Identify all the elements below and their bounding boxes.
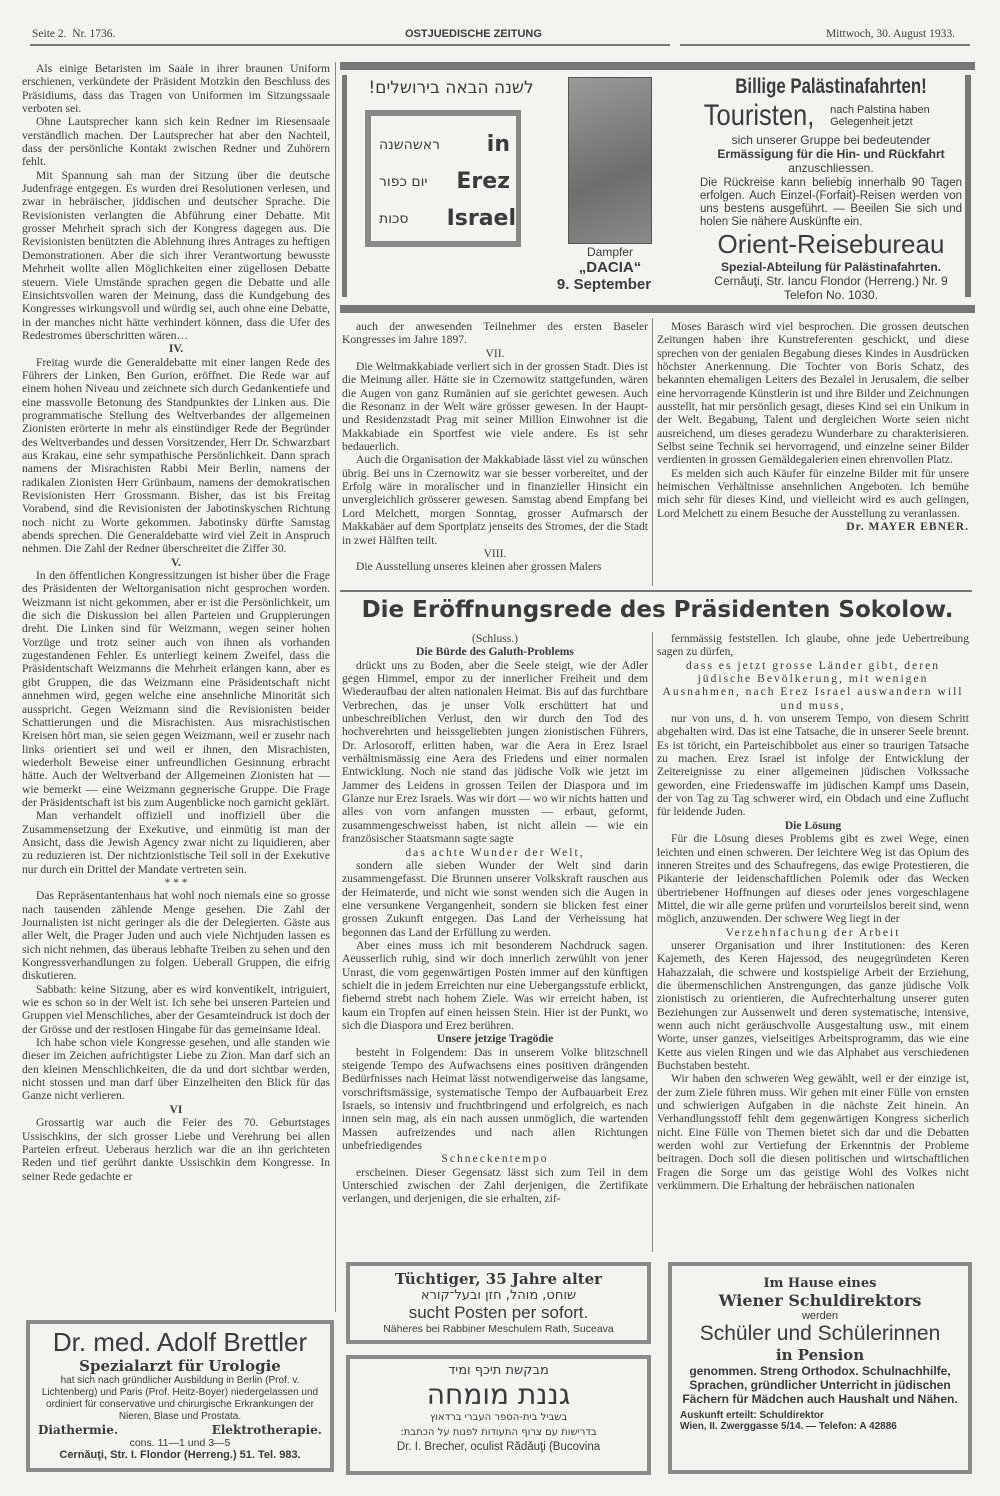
paragraph: In den öffentlichen Kongressitzungen ist bisher über die Frage des Präsidenten der Weltorganisation nicht gesprochen worden. Weizmann ist nicht gekommen, aber er ist die Persönlichkeit, um die sich die Diskussion bei allen Parteien und Gruppierungen dreht. Die Linken sind für Weizmann, wegen seiner hohen Vorzüge und trotz seiner auch von ihnen als vorhanden zugestandenen Fehler. Es unterliegt keinem Zweifel, dass die Präsidentschaft Weizmanns die Mehrheit erlangen kann, aber es gibt Gruppen, die das Weizmann eine Präsidentschaft nicht annehmen wird, gegen welche eine ansehnliche Minorität sich ausspricht. Gegen Weizmann sind die Revisionisten beider Schattierungen und die Misrachisten. Aus misrachistischen Kreisen hört man, sie seien gegen Weizmann, weil er zusehr nach links orientiert sei und weil er ihnen, den Misrachisten, wiederholt Beweise einer unfreundlichen Gesinnung erbracht hätte. Auch der Weltverband der Allgemeinen Zionisten hat — wie bemerkt — eine Weizmann gegnerische Gruppe. Die Frage der Präsidentschaft ist bis zum Augenblicke noch garnicht geklärt.	[22, 569, 330, 809]
sokolow-middle-column	[342, 632, 648, 1252]
holiday-row: יום כפור Erez	[379, 169, 510, 194]
holiday-row: ראשהשנה in	[379, 132, 510, 157]
subheading: Unsere jetzige Tragödie	[436, 1032, 554, 1046]
ad-brettler: Dr. med. Adolf Brettler Spezialarzt für Urologie hat sich nach gründlicher Ausbildung in Berlin (Prof. v. Lichtenberg) und Paris (Prof. Heitz-Boyer) niedergelassen und ordiniert für conservative und chirurgische Erkrankungen der Nieren, Blase und Prostata. Diathermie. Elektrotherapie. cons. 11—1 und 3—5 Cernăuţi, Str. I. Flondor (Herreng.) 51. Tel. 983.	[26, 1320, 334, 1472]
article-right-top	[657, 320, 969, 585]
paragraph: Freitag wurde die Generaldebatte mit einer langen Rede des Führers der Linken, Ben Gurion, eröffnet. Die Rede war auf einem hohen Niveau und zeichnete sich durch Gedankentiefe und eine massvolle Betonung des Standpunktes der Linken aus. Die programmatische Stellung des Weltverbandes der allgemeinen Zionisten erörterte in mehr als einstündiger Rede der Begründer des Weltverbandes und dessen Vorsitzender, Herr Dr. Schwarzbart aus Krakau, eine sehr sympathische Persönlichkeit. Dann sprach namens der Misrachisten Rabbi Meir Berlin, namens der radikalen Zionisten Herr Grünbaum, namens der demokratischen Revisionisten Herr Grossmann. Bisher, das ist bis Freitag Vorabend, sind die Revisionisten der Jabotinskyschen Richtung noch nicht zu Worte gekommen. Jabotinsky dürfte Samstag abends sprechen. Die Generaldebatte wird viel Zeit in Anspruch nehmen. Die Zahl der Redner überschreitet die Ziffer 30.	[22, 355, 330, 556]
headline: Die Eröffnungsrede des Präsidenten Sokolow.	[361, 597, 954, 623]
column-rule	[652, 318, 653, 586]
paragraph: Grossartig war auch die Feier des 70. Geburtstages Ussischkins, der sich grosser Liebe und Verehrung bei allen Parteien erfreut. Ueberaus herzlich war die an ihn gerichteten Reden und tief gerührt dankte Ussischkin dem Kongresse. In seiner Rede gedachte er	[22, 1116, 330, 1183]
paragraph: Es melden sich auch Käufer für einzelne Bilder mit für unsere heimischen Verhältnisse ansehnlichen Angeboten. Ich bemühe mich sehr für dieses Kind, und vielleicht wird es auch gelingen, Lord Melchett zu einem Besuche der Ausstellung zu veranlassen.	[657, 466, 969, 520]
travel-ad: Billige Palästinafahrten! Touristen, nach Palstina haben Gelegenheit jetzt sich unserer Gruppe bei bedeutender Ermässigung für die Hin- und Rückfahrt anzuschliessen. Die Rückreise kann beliebig innerhalb 90 Tagen erfolgen. Auch Einzel-(Forfait)-Reisen werden von uns bestens ausgeführt. — Beeilen Sie sich und holen Sie nähere Auskünfte ein. Orient-Reisebureau Spezial-Abteilung für Palästinafahrten. Cernăuţi, Str. Iancu Flondor (Herreng.) Nr. 9 Telefon No. 1030.	[700, 75, 962, 302]
paragraph: nur von uns, d. h. von unserem Tempo, von diesem Schritt abgehalten wird. Das ist eine Tatsache, die in unserer Seele brennt. Es ist töricht, ein Parteischibbolet aus einer so traurigen Tatsache zu machen. Erez Israel ist infolge der Entwicklung der Zeitereignisse zu einer allgemeinen jüdischen Volkssache geworden, eine Friedenswaffe im jüdischen Kampf ums Dasein, der von Tag zu Tag schwerer wird, ein Obdach und eine Zuflucht für leidende Juden.	[657, 712, 969, 819]
holiday-row: סכות Israel	[379, 206, 516, 231]
emphasis-line: das achte Wunder der Welt,	[405, 845, 585, 859]
paragraph: Das Repräsentantenhaus hat wohl noch niemals eine so grosse nach tausenden zählende Menge gesehen. Die Zahl der Journalisten ist nicht geringer als die der Delegierten. Gäste aus aller Welt, die Prager Juden und auch viele Nichtjuden lassen es sich nicht nehmen, das überaus lebhafte Treiben zu sehen und den Kongressverhandlungen zu folgen. Ueberall Gruppen, die eifrig diskutieren.	[22, 889, 330, 983]
paragraph: auch der anwesenden Teilnehmer des ersten Baseler Kongresses im Jahre 1897.	[342, 320, 648, 347]
paragraph: Die Ausstellung unseres kleinen aber grossen Malers	[356, 560, 602, 574]
emphasis-line: Schneckentempo	[441, 1152, 549, 1166]
column-rule	[652, 632, 653, 1252]
masthead: OSTJUEDISCHE ZEITUNG	[405, 28, 542, 40]
ad-border	[340, 62, 975, 70]
travel-ad-title: Billige Palästinafahrten!	[735, 75, 927, 98]
section-rule	[340, 590, 972, 592]
hebrew-headline: לשנה הבאה בירושלים!	[368, 78, 534, 98]
paragraph: Aber eines muss ich mit besonderem Nachdruck sagen. Aeusserlich ruhig, sind wir doch innerlich zerwühlt von jener Unrast, die vom gegenwärtigen Posten immer auf den künftigen schielt die in jedem Erreichten nur eine Uebergangsstufe erblickt, fiebernd strebt nach hohem Ziele. Was wir erreicht haben, ist kaum ein Tropfen auf einen heissen Stein. Hier ist der Punkt, wo sich die Diaspora und Erez berühren.	[342, 938, 648, 1032]
paragraph: erscheinen. Dieser Gegensatz lässt sich zum Teil in dem Unterschied zwischen der Zahl derjenigen, die Zertifikate verlangen, und derjenigen, die sie erhalten, zif-	[342, 1165, 648, 1206]
paragraph: Ich habe schon viele Kongresse gesehen, und alle standen wie dieser im Zeichen aufrichtigster Liebe zu Zion. Man darf sich an den kleinen Menschlichkeiten, die da und dort sichtbar werden, nicht stossen und man darf über Einzelheiten den Blick für das Ganze nicht verlieren.	[22, 1036, 330, 1103]
ad-border	[342, 75, 347, 297]
paragraph: Mit Spannung sah man der Sitzung über die deutsche Judenfrage entgegen. Es wurden drei Resolutionen verlesen, und zwar in hebräischer, jiddischen und deutscher Sprache. Die Revisionisten verlangten die Abführung einer Debatte. Mit grosser Mehrheit sprach sich der Kongress dagegen aus. Die Revisionisten benützten die Ablehnung ihres Antrages zu heftigen Demonstrationen. Aber die sich ihrer Verantwortung bewusste Mehrheit wollte allen Möglichkeiten einer zügellosen Debatte steuern. Viele Umstände sprachen gegen die Debatte und alle Einsichtsvollen waren der Meinung, dass die Kundgebung des Kongresses wirkungsvoll und würdig sei, auch ohne eine Debatte, in der manches nicht hätte verhindert können, dass die Ufer des Redestromes überschritten wären…	[22, 168, 330, 342]
header-rule	[30, 44, 670, 46]
subheading: Die Lösung	[784, 818, 842, 832]
emphasis-line: dass es jetzt grosse Länder gibt, deren jüdische Bevölkerung, mit wenigen Ausnahmen, nach Erez Israel auswandern will und muss,	[662, 658, 964, 712]
paragraph: Ohne Lautsprecher kann sich kein Redner im Riesensaale verständlich machen. Der Lautsprecher hat aber den Nachteil, dass der persönliche Kontakt zwischen Redner und Zuhörern fehlt.	[22, 115, 330, 169]
section-number: VIII.	[483, 546, 507, 560]
paragraph: besteht in Folgendem: Das in unserem Volke blitzschnell steigende Tempo des Aufwachsens eines positiven drängenden Bedürfnisses nach Heimat lässt notwendigerweise das langsame, vorschriftsmässige, systematische Tempo der Aufbauarbeit Erez Israels, so intensiv und fruchtbringend und erfolgreich, es nach innen sein mag, als ein nach aussen unmöglich, die wartenden Massen aufreizendes und nach allen Richtungen unbefriedigendes	[342, 1045, 648, 1153]
continuation-note: (Schluss.)	[471, 632, 519, 645]
paragraph: Wir haben den schweren Weg gewählt, weil er der einzige ist, der zum Ziele führen muss. Wir gehen mit einer Fülle von ernsten und schwierigen Aufgaben in die nächste Zeit hinein. An Verhandlungsstoff fehlt dem gegenwärtigen Kongress sicherlich nicht. Eine Fülle von Themen bietet sich dar und die Debatten werden wohl zur Vertiefung der Erkenntnis der Probleme beitragen. Doch soll die diesen politischen und wirtschaftlichen Fragen die Sorge um das geistige Wohl des Volkes nicht verkümmern. Die Erhaltung der hebräischen nationalen	[657, 1072, 969, 1193]
subheading: Die Bürde des Galuth-Problems	[416, 645, 574, 659]
holiday-box	[365, 110, 521, 247]
ad-shochet: Tüchtiger, 35 Jahre alter שוחט, מוהל, חזן ובעל־קורא sucht Posten per sofort. Näheres bei Rabbiner Meschulem Rath, Suceava	[346, 1262, 651, 1344]
paragraph: Als einige Betaristen im Saale in ihrer braunen Uniform erschienen, verkündete der Präsident Motzkin den Beschluss des Präsidiums, dass das Tragen von Uniformen im Sitzungssaale verboten sei.	[22, 62, 330, 116]
paragraph: sondern alle sieben Wunder der Welt sind darin zusammengefasst. Die Brunnen unserer Volkskraft rauschen aus der Heimaterde, und nicht wie sonst wenden sich die Augen in eine versunkene Vergangenheit, sondern sie blicken fest einer grossen Zukunft entgegen. Das Land der Verheissung hat begonnen das Land der Erfüllung zu werden.	[342, 858, 648, 939]
section-number: VI	[169, 1102, 183, 1116]
ad-border	[340, 305, 975, 313]
paragraph: unserer Organisation und ihrer Institutionen: des Keren Kajemeth, des Keren Hajessod, des neugegründeten Keren Hahazzalah, die schwere und kostspielige Arbeit der Erziehung, die übermenschlichen Anstrengungen, das ganze jüdische Volk zionistisch zu orientieren, die Aufrechterhaltung unserer guten Beziehungen zur Aussenwelt und deren systematische, intensive, wenn auch nicht geräuschvolle Ausgestaltung usw., mit einem Worte, unser ganzes, vielseitiges Arbeitsprogramm, das wie eine Kette aus vielen Ringen und wie das Alphabet aus verschiedenen Buchstaben besteht.	[657, 938, 969, 1072]
paragraph: Die Weltmakkabiade verliert sich in der grossen Stadt. Dies ist die Meinung aller. Hätte sie in Czernowitz stattgefunden, wären die Augen von ganz Rumänien auf sie gerichtet gewesen. Auch die Resonanz in der Welt wäre grösser gewesen. In der Haupt- und Residenzstadt Prag mit seiner Million Einwohner ist die Makkabiade ein Sportfest wie viele andere. Es ist sehr bedauerlich.	[342, 360, 648, 454]
article-left-column	[22, 62, 330, 1307]
paragraph: Man verhandelt offiziell und inoffiziell über die Zusammensetzung der Exekutive, und einmütig ist man der Ansicht, dass die Jewish Agency zwar nicht zu liquidieren, aber zu reduzieren ist. Der nichtzionistische Teil soll in der Exekutive nur durch ein Drittel der Mandate vertreten sein.	[22, 809, 330, 876]
separator: * * *	[164, 875, 188, 889]
paragraph: fernmässig feststellen. Ich glaube, ohne jede Uebertreibung sagen zu dürfen,	[657, 632, 969, 659]
sokolow-right-column	[657, 632, 969, 1252]
header-rule	[680, 44, 970, 46]
column-rule	[335, 62, 336, 1312]
ship-info: Dampfer „DACIA“ 9. September	[556, 245, 652, 293]
author-signature: Dr. MAYER EBNER.	[846, 520, 969, 534]
ad-border	[965, 75, 971, 297]
ad-gannenet: מבקשת תיכף ומיד גננת מומחה בשביל בית-הספר העברי ברדאוץ בדרישות עם צרוף התעודות לפנות על הכתבת: Dr. I. Brecher, oculist Rădăuţi (Bucovina	[346, 1355, 651, 1475]
paragraph: drückt uns zu Boden, aber die Seele steigt, wie der Adler gegen Himmel, empor zu der innerlicher Freiheit und dem Wiederaufbau der alten nationalen Heimat. Bis auf das furchtbare Verbrechen, das je unser Volk erschüttert hat und unbeschreiblichen Verlust, den wir durch den Tod des hochverehrten und heissgeliebten jungen zionistischen Führers, Dr. Arlosoroff, erlitten haben, war die Aera in Erez Israel verhältnismässig eine Aera des Friedens und einer normalen Entwicklung. Noch nie stand das jüdische Volk wie jetzt im Jammer des Leidens in grossen Teilen der Diaspora und im Glanze nur Erez Israels. Was wir dort — wo wir nichts hatten und alles von vorn anfangen mussten — erbaut, geformt, zusammengeschweisst haben, ist nicht allein — wie ein französischer Staatsmann sagte sagte	[342, 658, 648, 846]
issue-date: Mittwoch, 30. August 1933.	[825, 28, 955, 40]
article-middle-top	[342, 320, 648, 585]
company-name: Orient-Reisebureau	[717, 229, 945, 259]
paragraph: Für die Lösung dieses Problems gibt es zwei Wege, einen leichten und einen schweren. Der leichtere Weg ist das Opium des inneren Streites und des Schaufregens, das ewige Protestieren, die Pikanterie der leidenschaftlichen Polemik oder das Wecken übertriebener Hoffnungen auf dieses oder jenes vorgeschlagene Mittel, die wir alle gerne prüfen und vorurteilslos bereit sind, wenn möglich, anzuwenden. Der schwere Weg liegt in der	[657, 832, 969, 926]
paragraph: Auch die Organisation der Makkabiade lässt viel zu wünschen übrig. Bei uns in Czernowitz war sie besser vorbereitet, und der Erfolg wäre in moralischer und in finanzieller Hinsicht ein unvergleichlich grösserer gewesen. Samstag abend Empfang bei Lord Melchett, morgen Sonntag, grosser Aufmarsch der Makkabäer auf dem Sportplatz jenseits des Stromes, der die Stadt in zwei Hälften teilt.	[342, 453, 648, 547]
paragraph: Moses Barasch wird viel besprochen. Die grossen deutschen Zeitungen haben ihre Kunstreferenten geschickt, und diese sprechen von der genialen Begabung dieses Kindes in Ausdrücken höchster Anerkennung. Die Tochter von Boris Schatz, des bekannten ehemaligen Leiters des Bezalel in Jerusalem, die selber eine hervorragende Künstlerin ist und ihre Bilder und Zeichnungen ausstellt, hat mir persönlich gesagt, dieses Kind sei ein Unikum in der Welt. Begabung, Talent und dergleichen Worte seien nicht ausreichend, um dieses geradezu Wunderbare zu charakterisieren. Selbst seine Technik sei hervorragend, und einzelne seiner Bilder verdienten in grossen Gemäldegalerien einen ehrenvollen Platz.	[657, 320, 969, 467]
page-number: Seite 2. Nr. 1736.	[32, 28, 116, 40]
section-number: IV.	[168, 342, 184, 356]
paragraph: Sabbath: keine Sitzung, aber es wird konventikelt, intriguiert, wie es schon so in der Welt ist. Ich sehe bei unseren Parteien und Gruppen viel Menschliches, aber der Gesamteindruck ist doch der der Grösse und der restlosen Hingabe für das gemeinsame Ideal.	[22, 982, 330, 1036]
emphasis-line: Verzehnfachung der Arbeit	[725, 925, 901, 939]
ad-pension: Im Hause eines Wiener Schuldirektors werden Schüler und Schülerinnen in Pension genommen. Streng Orthodox. Schulnachhilfe, Sprachen, gründlicher Unterricht in jüdischen Fächern für Mädchen auch Haushalt und Nähen. Auskunft erteilt: Schuldirektor Wien, II. Zwerggasse 5/14. — Telefon: A 42886	[668, 1262, 972, 1474]
ship-poster-image	[568, 77, 652, 244]
section-number: VII.	[485, 346, 505, 360]
section-number: V.	[171, 555, 181, 569]
